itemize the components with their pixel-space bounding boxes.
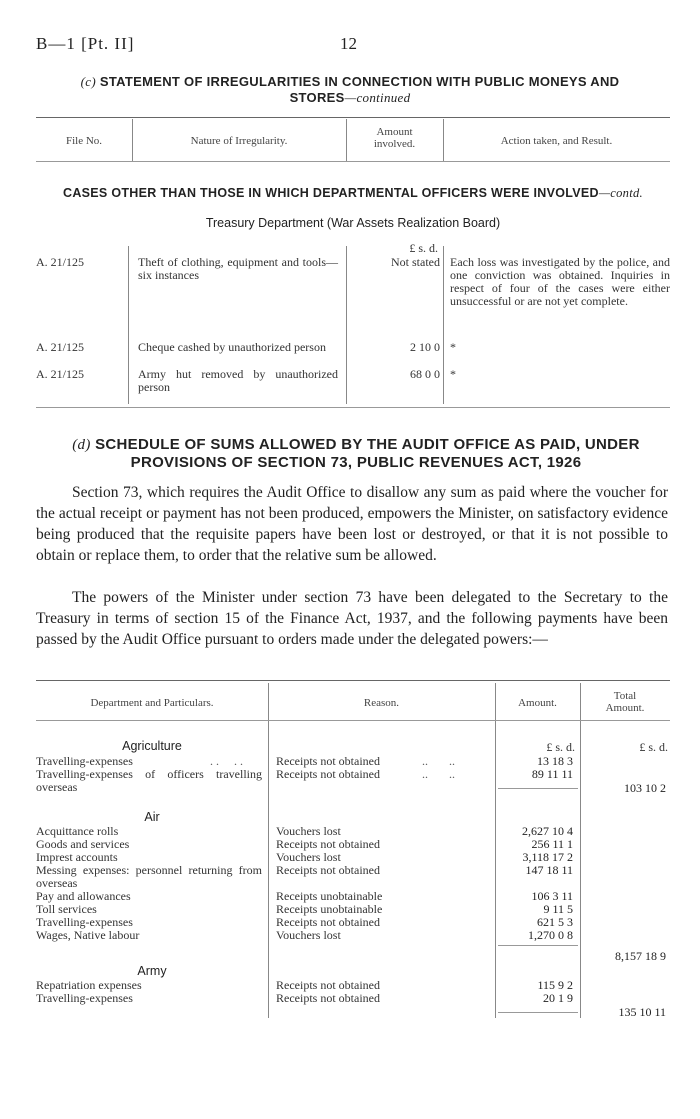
reason: Receipts unobtainable — [276, 902, 383, 916]
leader-dots: .. .. — [422, 767, 455, 781]
amount: 3,118 17 2 — [522, 850, 573, 864]
reason: Vouchers lost — [276, 850, 341, 864]
reason: Vouchers lost — [276, 824, 341, 838]
divider — [498, 1012, 578, 1013]
divider — [268, 683, 269, 1018]
currency-header: £ s. d. — [409, 241, 438, 255]
column-header-nature: Nature of Irregularity. — [190, 135, 288, 147]
file-no: A. 21/125 — [36, 255, 84, 269]
action-result: * — [450, 340, 456, 354]
section-c-title — [40, 74, 660, 106]
particular: Wages, Native labour — [36, 928, 140, 942]
section-c-label: (c) — [80, 74, 96, 89]
divider — [580, 683, 581, 1018]
paragraph-delegated-powers: The powers of the Minister under section 73 have been delegated to the Secretary to the Treasury in terms of section 15 of the Finance Act, 1937, and the following payments have been passed by the Audit Office pursuant to orders made under the delegated powers:— — [36, 589, 668, 648]
divider — [128, 246, 129, 404]
group-total: 103 10 2 — [624, 781, 666, 795]
group-heading-army: Army — [137, 964, 167, 978]
section-d-title — [36, 436, 676, 471]
particular: Travelling-expenses — [36, 754, 133, 768]
irregularity-nature: Cheque cashed by unauthorized person — [138, 340, 326, 354]
divider — [36, 407, 670, 408]
amount: 621 5 3 — [537, 915, 573, 929]
group-total: 8,157 18 9 — [615, 949, 666, 963]
divider — [36, 720, 670, 721]
section-c-title-continued: —continued — [344, 90, 411, 105]
reason: Receipts unobtainable — [276, 889, 383, 903]
paragraph-section-73: Section 73, which requires the Audit Office to disallow any sum as paid where the voucher for the actual receipt or payment has not been produced, empowers the Minister, on satisfactory evidence being produced that the requisite papers have been lost or destroyed, or that it is not possible to obtain or replace them, to order that the relative sum be allowed. — [36, 484, 668, 564]
particular: Messing expenses: personnel returning from overseas — [36, 863, 262, 890]
amount: 2,627 10 4 — [522, 824, 573, 838]
divider — [498, 788, 578, 789]
divider — [36, 161, 670, 162]
file-no: A. 21/125 — [36, 340, 84, 354]
column-header-total-amount: Total Amount. — [605, 690, 645, 714]
divider — [36, 117, 670, 118]
column-header-reason: Reason. — [363, 697, 400, 709]
column-header-amount: Amount. — [518, 697, 557, 709]
amount: 20 1 9 — [543, 991, 573, 1005]
total-currency-header: £ s. d. — [639, 740, 668, 754]
particular: Travelling-expenses — [36, 915, 133, 929]
amount-currency-header: £ s. d. — [546, 740, 575, 754]
subheading-continued: —contd. — [598, 186, 643, 200]
reason: Receipts not obtained — [276, 754, 380, 768]
amount: 115 9 2 — [537, 978, 573, 992]
reason: Receipts not obtained — [276, 978, 380, 992]
section-c-title-line1: STATEMENT OF IRREGULARITIES IN CONNECTION WITH PUBLIC MONEYS AND — [99, 74, 620, 89]
particular: Goods and services — [36, 837, 130, 851]
particular: Repatriation expenses — [36, 978, 142, 992]
reason: Receipts not obtained — [276, 837, 380, 851]
reason: Receipts not obtained — [276, 767, 380, 781]
amount: 256 11 1 — [531, 837, 573, 851]
reason: Receipts not obtained — [276, 991, 380, 1005]
amount: 147 18 11 — [525, 863, 573, 877]
column-header-department: Department and Particulars. — [90, 697, 214, 709]
section-d-title-line1: SCHEDULE OF SUMS ALLOWED BY THE AUDIT OFFICE AS PAID, UNDER — [95, 436, 640, 453]
file-no: A. 21/125 — [36, 367, 84, 381]
page-number: 12 — [340, 34, 357, 53]
action-result: * — [450, 367, 456, 381]
section-d-title-line2: PROVISIONS OF SECTION 73, PUBLIC REVENUES ACT, 1926 — [130, 454, 582, 471]
amount-involved: 2 10 0 — [410, 340, 440, 354]
page-header-reference: B—1 [Pt. II] — [36, 34, 135, 53]
column-header-file-no: File No. — [65, 135, 103, 147]
amount-involved: Not stated — [391, 255, 440, 269]
particular: Travelling-expenses — [36, 991, 133, 1005]
amount: 106 3 11 — [531, 889, 573, 903]
amount: 89 11 11 — [531, 767, 573, 781]
group-heading-air: Air — [144, 810, 160, 824]
particular: Acquittance rolls — [36, 824, 119, 838]
reason: Receipts not obtained — [276, 863, 380, 877]
section-d-label: (d) — [72, 437, 91, 453]
subheading-text: CASES OTHER THAN THOSE IN WHICH DEPARTMENTAL OFFICERS WERE INVOLVED — [63, 186, 599, 200]
amount-involved: 68 0 0 — [410, 367, 440, 381]
group-total: 135 10 11 — [618, 1005, 666, 1019]
column-header-action: Action taken, and Result. — [500, 135, 613, 147]
divider — [443, 246, 444, 404]
reason: Receipts not obtained — [276, 915, 380, 929]
divider — [498, 945, 578, 946]
particular: Toll services — [36, 902, 97, 916]
amount: 13 18 3 — [537, 754, 573, 768]
particular: Travelling-expenses of officers travelling overseas — [36, 767, 262, 794]
section-c-title-line2: STORES — [289, 90, 345, 105]
amount: 1,270 0 8 — [528, 928, 573, 942]
column-header-amount: Amount involved. — [373, 126, 416, 150]
section-c-subheading — [36, 186, 670, 201]
particular: Imprest accounts — [36, 850, 118, 864]
department-heading: Treasury Department (War Assets Realization Board) — [205, 216, 501, 230]
leader-dots: .. .. — [422, 754, 455, 768]
amount: 9 11 5 — [543, 902, 573, 916]
irregularity-nature: Army hut removed by unauthorized person — [138, 367, 338, 394]
particular: Pay and allowances — [36, 889, 131, 903]
leader-dots: . . . . — [210, 754, 243, 768]
reason: Vouchers lost — [276, 928, 341, 942]
action-result: Each loss was investigated by the police, and one conviction was obtained. Inquiries in respect of four of the cases were either unsuccessful or are not yet complete. — [450, 255, 670, 308]
irregularity-nature: Theft of clothing, equipment and tools—six instances — [138, 255, 338, 282]
divider — [36, 680, 670, 681]
group-heading-agriculture: Agriculture — [122, 739, 182, 753]
